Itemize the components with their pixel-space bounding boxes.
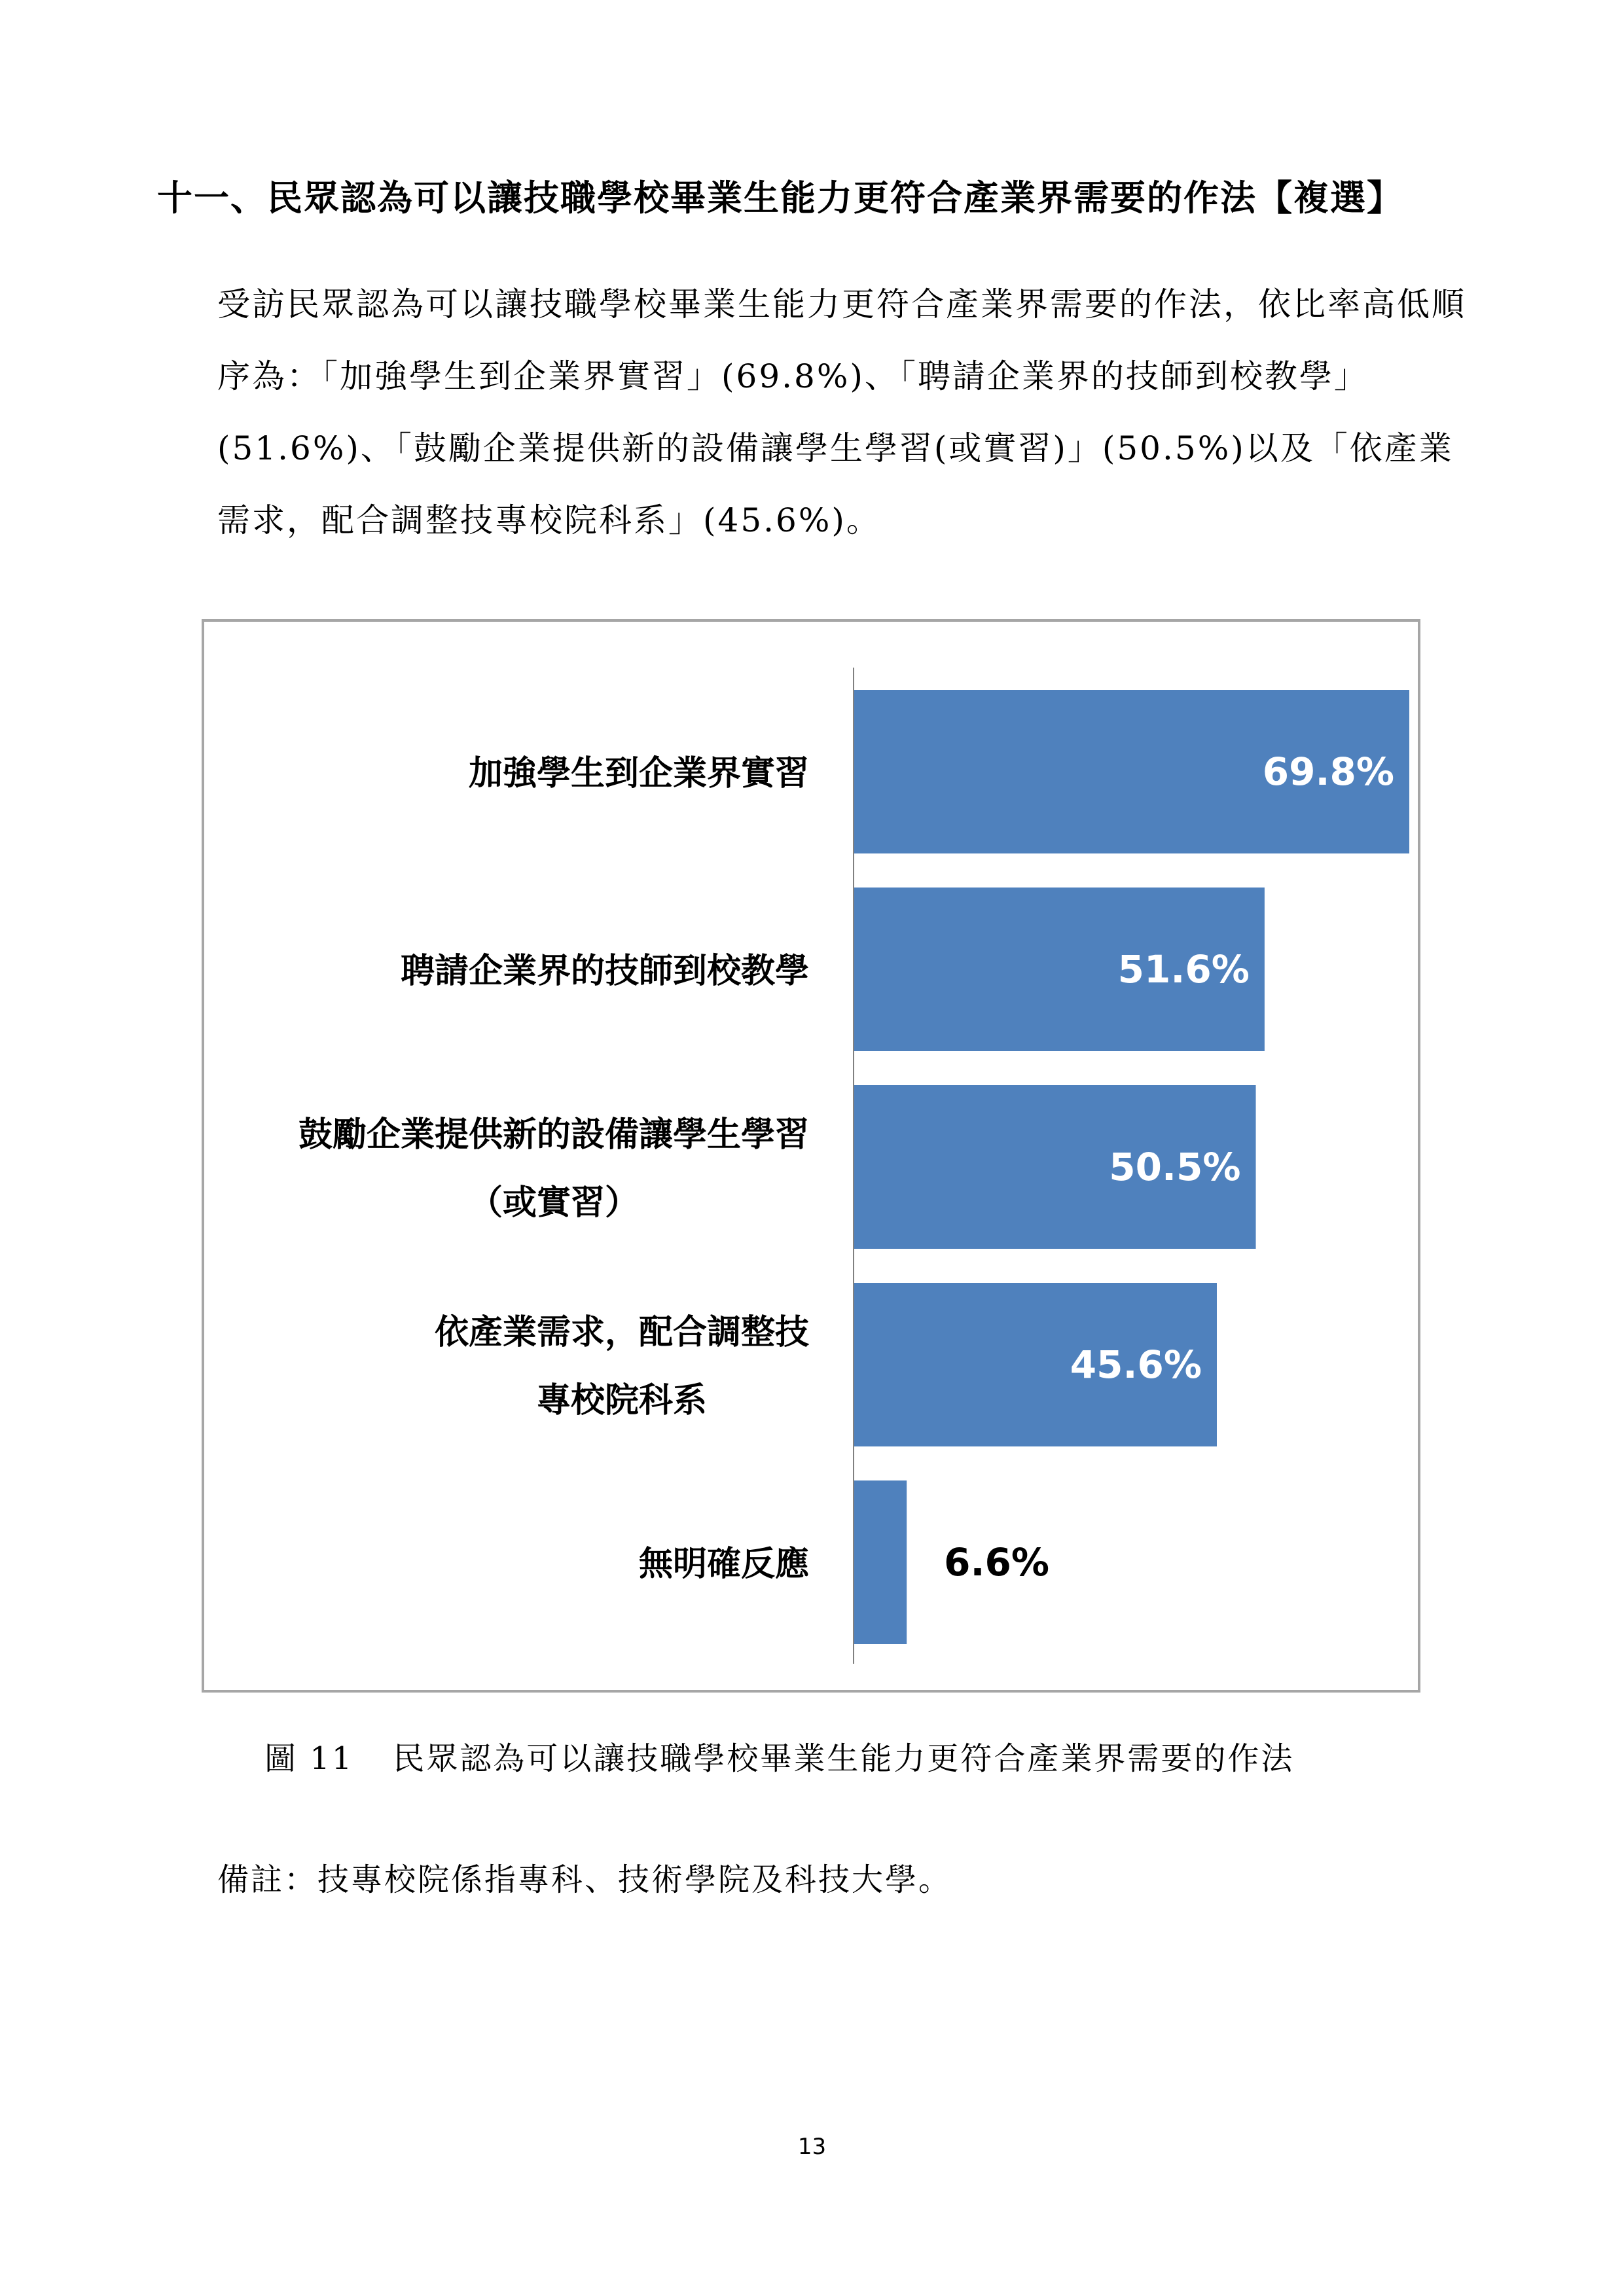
page-number: 13 bbox=[797, 2134, 827, 2160]
category-label-2-line-0: 鼓勵企業提供新的設備讓學生學習 bbox=[298, 1115, 809, 1155]
body-paragraph: 受訪民眾認為可以讓技職學校畢業生能力更符合產業界需要的作法，依比率高低順序為：「加強學生到企業界實習」(69.8%)、「聘請企業界的技師到校教學」(51.6%)、「鼓勵企業提供新的設備讓學生學習(或實習)」(50.5%)以及「依產業需求，配合調整技專校院科系」(45.6%)。 bbox=[217, 285, 1466, 539]
value-label-3: 45.6% bbox=[1070, 1342, 1202, 1387]
category-label-3-line-1: 專校院科系 bbox=[536, 1381, 708, 1420]
footnote: 備註：技專校院係指專科、技術學院及科技大學。 bbox=[217, 1861, 952, 1898]
figure-caption bbox=[264, 1736, 1443, 1782]
value-label-4: 6.6% bbox=[944, 1540, 1050, 1585]
value-label-2: 50.5% bbox=[1109, 1145, 1241, 1189]
category-label-2-line-1: （或實習） bbox=[468, 1183, 640, 1223]
section-heading: 十一、民眾認為可以讓技職學校畢業生能力更符合產業界需要的作法【複選】 bbox=[157, 177, 1403, 219]
figure-number: 圖 11 bbox=[264, 1740, 354, 1777]
value-label-0: 69.8% bbox=[1262, 749, 1394, 794]
value-label-1: 51.6% bbox=[1117, 947, 1250, 992]
category-label-3-line-0: 依產業需求，配合調整技 bbox=[434, 1313, 809, 1352]
category-label-1-line-0: 聘請企業界的技師到校教學 bbox=[400, 952, 809, 991]
bar-4 bbox=[854, 1480, 907, 1644]
bar-chart bbox=[202, 619, 1420, 1693]
category-label-4-line-0: 無明確反應 bbox=[638, 1545, 809, 1584]
figure-title: 民眾認為可以讓技職學校畢業生能力更符合產業界需要的作法 bbox=[393, 1740, 1295, 1777]
bar-chart-svg bbox=[204, 622, 1418, 1690]
category-label-0-line-0: 加強學生到企業界實習 bbox=[468, 754, 809, 793]
